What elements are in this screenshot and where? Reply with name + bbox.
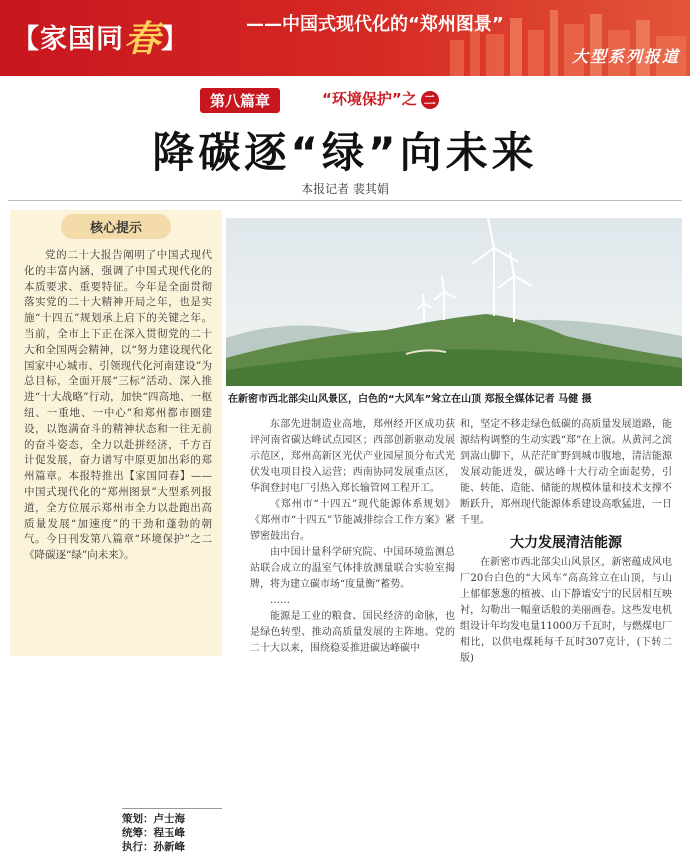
paragraph: 《郑州市“十四五”现代能源体系规划》《郑州市“十四五”节能减排综合工作方案》紧锣密鼓出台。: [250, 499, 455, 542]
article-column-2: [460, 417, 672, 667]
paragraph: 和，坚定不移走绿色低碳的高质量发展道路，能源结构调整的生动实践“郑”在上演。从黄河之滨到嵩山脚下，从茫茫旷野到城市腹地，清洁能源发展动能迸发，碳达峰十大行动全面起势，引能、转能、造能、储能的规模体量和技术支撑不断跃升，郑州现代能源体系建设高歌猛进，一日千里。: [460, 419, 672, 526]
core-tips-text: 党的二十大报告阐明了中国式现代化的丰富内涵，强调了中国式现代化的本质要求、重要特征。今年是全面贯彻落实党的二十大精神开局之年，也是实施“十四五”规划承上启下的关键之年。当前，全市上下正在深入贯彻党的二十大和全国两会精神，以“努力建设现代化国家中心城市、引领现代化河南建设”为总目标，全面开展“三标”活动、深入推进“十大战略”行动，加快“四高地、一枢纽、一重地、一中心”和郑州都市圈建设，以饱满奋斗的精神状态和一往无前的奋斗姿态，全力以赴拼经济，千方百计促发展，奋力谱写中原更加出彩的郑州篇章。本报特推出【家国同春】——中国式现代化的“郑州图景”大型系列报道，全方位展示郑州市全力以赴跑出高质量发展“加速度”的干劲和蓬勃的朝气。今日刊发第八篇章“环境保护”之二《降碳逐“绿”向未来》。: [24, 249, 212, 562]
credit-planner: 策划：卢士海: [122, 813, 185, 825]
chapter-topic: “环境保护”之 二: [322, 88, 439, 109]
byline: 本报记者 裴其娟: [301, 182, 389, 196]
wind-turbine-photo: [226, 218, 682, 386]
headline: 降碳逐“绿”向未来: [152, 128, 538, 177]
series-tag: 大型系列报道: [571, 47, 680, 66]
series-banner: [0, 0, 690, 76]
credit-coordinator: 统筹：程玉峰: [122, 827, 185, 839]
credit-executor: 执行：孙新峰: [122, 841, 185, 853]
ellipsis: ……: [270, 595, 290, 606]
paragraph: 由中国计量科学研究院、中国环境监测总站联合成立的温室气体排放测量联合实验室揭牌，将为建立碳市场“度量衡”蓄势。: [250, 547, 455, 590]
article-column-1: [250, 417, 455, 657]
core-tips-box: [10, 210, 222, 853]
series-title: 【家国同春】: [12, 19, 190, 60]
paragraph: 能源是工业的粮食、国民经济的命脉，也是绿色转型、推动高质量发展的主阵地。党的二十大以来，围绕稳妥推进碳达峰碳中: [250, 611, 455, 654]
paragraph: 东部先进制造业高地，郑州经开区成功获评河南省碳达峰试点园区；西部创新驱动发展示范区，郑州高新区光伏产业园屋顶分布式光伏发电项目投入运营；西南协同发展重点区，华润登封电厂引热入郑长输管网工程开工。: [250, 419, 455, 494]
credits: [122, 808, 222, 854]
series-subtitle: ——中国式现代化的“郑州图景”: [246, 14, 504, 35]
section-subhead: 大力发展清洁能源: [510, 535, 622, 551]
core-tips-title: 核心提示: [61, 214, 171, 239]
chapter-label: 第八篇章: [200, 88, 280, 113]
photo-caption: 在新密市西北部尖山风景区，白色的“大风车”耸立在山顶 郑报全媒体记者 马健 摄: [228, 394, 592, 405]
chapter-number: 二: [421, 91, 439, 109]
paragraph: 在新密市西北部尖山风景区，新密蕴成风电厂20台白色的“大风车”高高耸立在山顶，与山上郁郁葱葱的植被、山下静谧安宁的民居相互映衬，勾勒出一幅童话般的美丽画卷。这些发电机组设计年均发电量11000万千瓦时，与燃煤电厂相比，以供电煤耗每千瓦时307克计，(下转二版): [460, 557, 672, 664]
divider: [8, 200, 682, 201]
